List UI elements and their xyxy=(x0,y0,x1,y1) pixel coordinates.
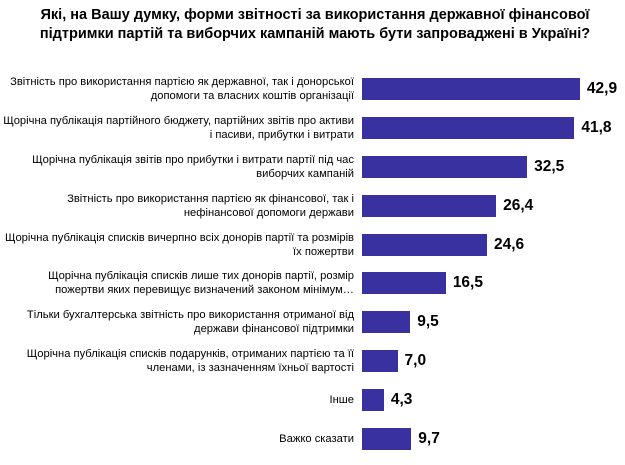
bar-value-label: 32,5 xyxy=(534,157,565,175)
category-label: Щорічна публікація звітів про прибутки і витрати партії під час виборчих кампаній xyxy=(32,153,354,180)
bar-value-label: 16,5 xyxy=(452,274,483,292)
bar-value-label: 42,9 xyxy=(586,80,618,98)
bar-wrapper xyxy=(362,148,625,187)
chart-bar-row xyxy=(0,303,625,342)
bar-wrapper xyxy=(362,109,625,148)
bar-value-label: 9,5 xyxy=(417,313,439,331)
bar-wrapper xyxy=(362,264,625,303)
chart-bar-row xyxy=(0,225,625,264)
chart-title: Які, на Вашу думку, форми звітності за використання державної фінансової підтримки партій та виборчих кампаній мають бути запроваджені в Україні? xyxy=(39,7,591,43)
bar-wrapper xyxy=(362,342,625,381)
category-label: Інше xyxy=(329,393,354,406)
bar-value-label: 7,0 xyxy=(404,351,427,369)
chart-bar-row xyxy=(0,148,625,187)
category-label: Щорічна публікація списків вичерпно всіх донорів партії та розмірів їх пожертви xyxy=(4,231,354,258)
bar-wrapper xyxy=(362,419,625,458)
bar xyxy=(362,389,384,411)
bar-wrapper xyxy=(362,380,625,419)
bar-wrapper xyxy=(362,186,625,225)
chart-plot-area xyxy=(0,70,625,458)
category-label: Звітність про використання партією як фінансової, так і нефінансової допомоги держави xyxy=(67,192,354,219)
bar xyxy=(362,272,446,294)
bar-wrapper xyxy=(362,70,625,109)
bar-value-label: 26,4 xyxy=(503,196,534,214)
bar-value-label: 24,6 xyxy=(493,235,525,253)
bar-value-label: 9,7 xyxy=(418,429,440,447)
bar-value-label: 41,8 xyxy=(581,119,612,137)
bar xyxy=(362,311,410,333)
bar-wrapper xyxy=(362,303,625,342)
bar xyxy=(362,428,411,450)
chart-bar-row xyxy=(0,186,625,225)
category-label: Звітність про використання партією як державної, так і донорської допомоги та власних коштів організації xyxy=(10,76,354,103)
bar xyxy=(362,234,487,256)
category-label: Щорічна публікація списків лише тих донорів партії, розмір пожертви яких перевищує визначений законом мінімум… xyxy=(48,270,354,297)
chart-bar-row xyxy=(0,380,625,419)
category-label: Щорічна публікація списків подарунків, отриманих партією та її членами, із зазначенням їхньої вартості xyxy=(26,347,354,374)
chart-bar-row xyxy=(0,419,625,458)
chart-bar-row xyxy=(0,264,625,303)
chart-bar-row xyxy=(0,342,625,381)
bar xyxy=(362,195,496,217)
chart-bar-row xyxy=(0,70,625,109)
bar-value-label: 4,3 xyxy=(390,390,413,408)
bar xyxy=(362,156,527,178)
category-label: Важко сказати xyxy=(279,432,354,445)
category-label: Тільки бухгалтерська звітність про використання отриманої від держави фінансової підтримки xyxy=(26,309,354,336)
category-label: Щорічна публікація партійного бюджету, партійних звітів про активи і пасиви, прибутки і витрати xyxy=(3,115,354,142)
chart-bar-row xyxy=(0,109,625,148)
bar xyxy=(362,78,580,100)
bar xyxy=(362,117,574,139)
bar-wrapper xyxy=(362,225,625,264)
bar xyxy=(362,350,398,372)
